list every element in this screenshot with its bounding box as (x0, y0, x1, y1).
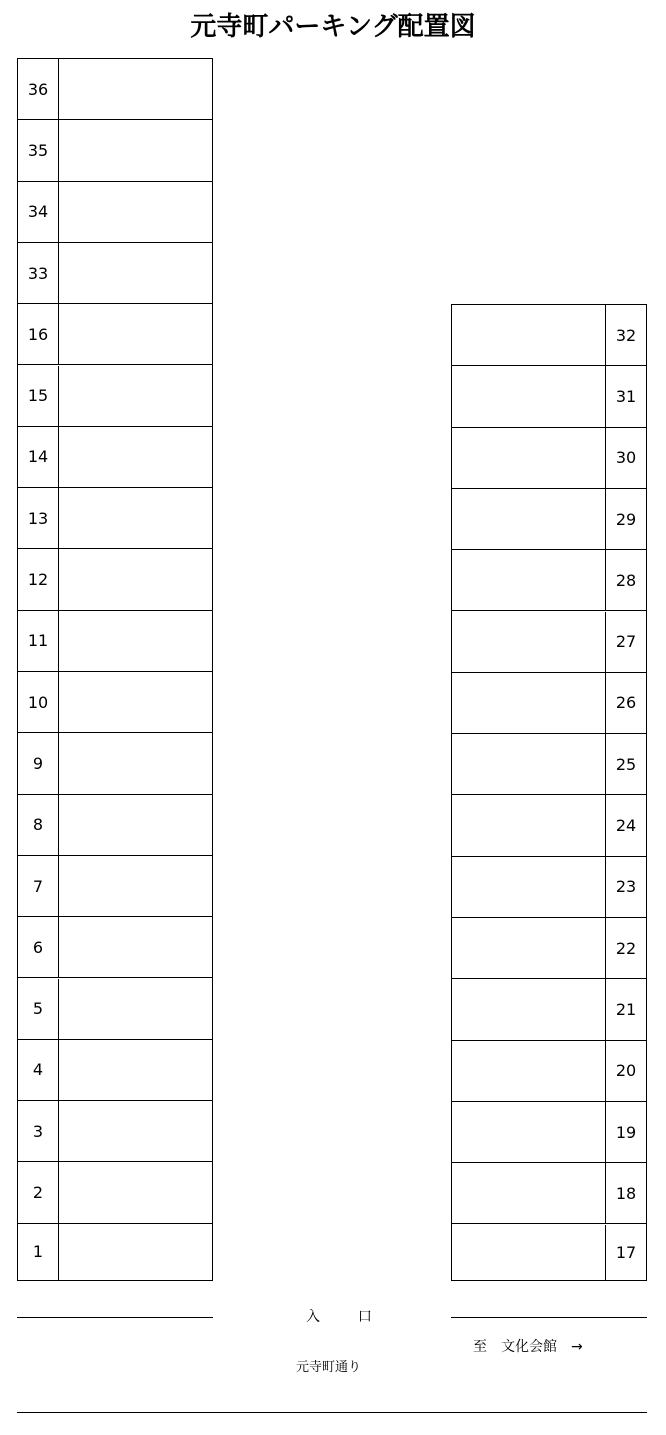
street-label: 元寺町通り (296, 1360, 362, 1375)
parking-space (18, 1224, 212, 1280)
parking-space (18, 1101, 212, 1162)
parking-space-number: 25 (605, 734, 646, 794)
parking-space-number: 2 (18, 1162, 59, 1222)
parking-space-number: 24 (605, 795, 646, 855)
parking-space-number: 11 (18, 611, 59, 671)
parking-space-number: 30 (605, 428, 646, 488)
parking-space (452, 734, 646, 795)
parking-space-number: 22 (605, 918, 646, 978)
parking-space-number: 16 (18, 304, 59, 364)
parking-space (18, 979, 212, 1040)
parking-space-number: 23 (605, 857, 646, 917)
parking-space-number: 28 (605, 550, 646, 610)
parking-space-number: 14 (18, 427, 59, 487)
parking-space (452, 795, 646, 856)
parking-space-number: 19 (605, 1102, 646, 1162)
parking-space (18, 182, 212, 243)
parking-space-number: 27 (605, 612, 646, 672)
parking-space (18, 243, 212, 304)
parking-space-number: 34 (18, 182, 59, 242)
entrance-char-1: 入 (306, 1309, 321, 1325)
parking-space (452, 857, 646, 918)
parking-space (18, 427, 212, 488)
parking-space (18, 795, 212, 856)
parking-space-number: 32 (605, 305, 646, 365)
parking-space (18, 488, 212, 549)
parking-space (452, 673, 646, 734)
parking-space-number: 13 (18, 488, 59, 548)
parking-space (452, 1041, 646, 1102)
road-edge-bottom (17, 1412, 647, 1413)
parking-space-number: 1 (18, 1224, 59, 1280)
parking-space (452, 612, 646, 673)
parking-space-number: 21 (605, 979, 646, 1039)
parking-space-number: 36 (18, 59, 59, 119)
parking-space (18, 59, 212, 120)
page-title: 元寺町パーキング配置図 (190, 12, 476, 42)
parking-space (452, 305, 646, 366)
road-edge-right (451, 1317, 647, 1318)
parking-space (18, 917, 212, 978)
parking-space (452, 550, 646, 611)
parking-space (18, 733, 212, 794)
road-edge-left (17, 1317, 213, 1318)
parking-space-number: 17 (605, 1225, 646, 1281)
parking-space (452, 428, 646, 489)
parking-space (452, 1225, 646, 1281)
parking-space-number: 29 (605, 489, 646, 549)
parking-space-number: 6 (18, 917, 59, 977)
parking-column-left (17, 58, 213, 1281)
parking-space-number: 31 (605, 366, 646, 426)
parking-space-number: 5 (18, 979, 59, 1039)
parking-space-number: 33 (18, 243, 59, 303)
parking-space (18, 549, 212, 610)
parking-space-number: 8 (18, 795, 59, 855)
parking-space (18, 856, 212, 917)
entrance-label (306, 1306, 373, 1326)
parking-space-number: 15 (18, 366, 59, 426)
parking-space (452, 1163, 646, 1224)
parking-space (18, 1162, 212, 1223)
entrance-char-2: 口 (357, 1309, 373, 1325)
parking-space-number: 35 (18, 120, 59, 180)
parking-space (452, 489, 646, 550)
parking-space (18, 366, 212, 427)
parking-space (452, 1102, 646, 1163)
parking-space-number: 26 (605, 673, 646, 733)
parking-space-number: 20 (605, 1041, 646, 1101)
parking-space-number: 12 (18, 549, 59, 609)
parking-space (452, 979, 646, 1040)
parking-space-number: 10 (18, 672, 59, 732)
parking-column-right (451, 304, 647, 1281)
parking-space-number: 3 (18, 1101, 59, 1161)
parking-space (18, 611, 212, 672)
parking-space (452, 918, 646, 979)
parking-space-number: 7 (18, 856, 59, 916)
parking-space (18, 1040, 212, 1101)
parking-space (18, 672, 212, 733)
parking-space-number: 9 (18, 733, 59, 793)
parking-space (18, 304, 212, 365)
direction-label: 至 文化会館 → (473, 1339, 583, 1355)
parking-space-number: 18 (605, 1163, 646, 1223)
parking-space (18, 120, 212, 181)
parking-space (452, 366, 646, 427)
parking-space-number: 4 (18, 1040, 59, 1100)
